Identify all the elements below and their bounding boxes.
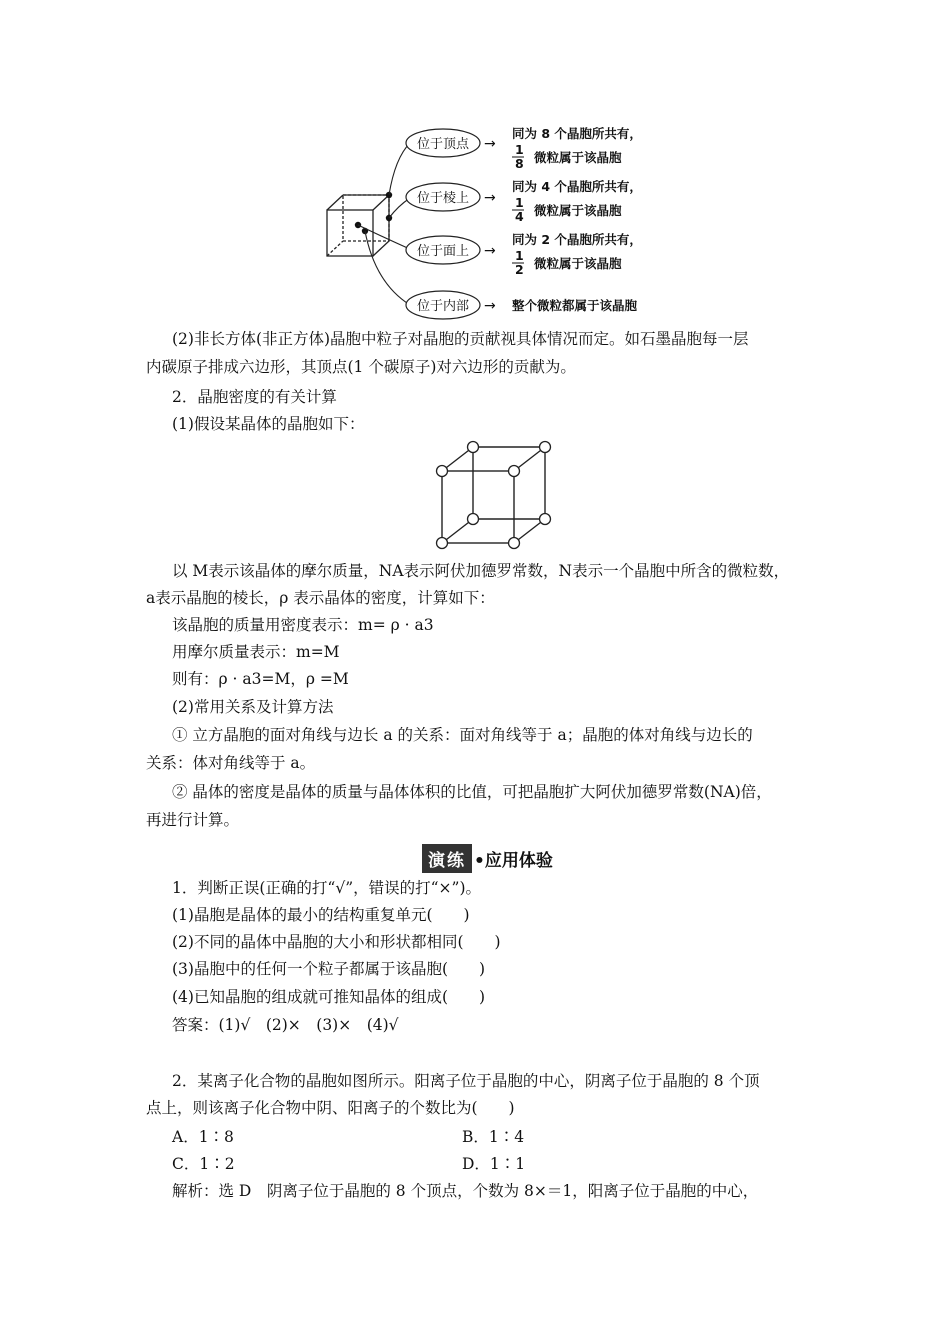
formula-line: 用摩尔质量表示：m=M (172, 643, 340, 661)
practice-banner (422, 845, 553, 871)
paragraph-line: a表示晶胞的棱长，ρ 表示晶体的密度，计算如下： (146, 589, 495, 607)
position-label: 位于面上 (416, 244, 470, 259)
fraction-num: 1 (515, 142, 524, 157)
corner-particle (540, 514, 551, 525)
fraction-den: 8 (515, 156, 524, 171)
desc-line: 同为 4 个晶胞所共有， (512, 179, 642, 194)
question-stem: 2．某离子化合物的晶胞如图所示。阳离子位于晶胞的中心，阴离子位于晶胞的 8 个顶 (172, 1072, 760, 1090)
corner-particle (437, 538, 448, 549)
desc-line: 微粒属于该晶胞 (534, 203, 622, 218)
desc-line: 同为 8 个晶胞所共有， (512, 126, 642, 141)
paragraph-line: 以 M表示该晶体的摩尔质量，NA表示阿伏加德罗常数，N表示一个晶胞中所含的微粒数， (172, 562, 790, 580)
arrow: → (484, 136, 496, 152)
arrow: → (484, 190, 496, 206)
formula-line: 该晶胞的质量用密度表示：m= ρ · a3 (172, 616, 434, 634)
corner-particle (468, 514, 479, 525)
desc-line: 微粒属于该晶胞 (534, 256, 622, 271)
question-stem: 点上，则该离子化合物中阴、阳离子的个数比为( ) (146, 1099, 515, 1117)
corner-particle (437, 466, 448, 477)
option-c: C．1∶2 (172, 1155, 235, 1173)
option-d: D．1∶1 (462, 1155, 526, 1173)
paragraph-line: 再进行计算。 (146, 811, 240, 829)
question-item: (3)晶胞中的任何一个粒子都属于该晶胞( ) (172, 960, 486, 978)
corner-particle (509, 466, 520, 477)
fraction-den: 2 (515, 262, 524, 277)
analysis-line: 解析：选 D 阴离子位于晶胞的 8 个顶点，个数为 8×＝1，阳离子位于晶胞的中心， (172, 1182, 759, 1200)
arrow: → (484, 243, 496, 259)
arrow: → (484, 298, 496, 314)
question-item: (4)已知晶胞的组成就可推知晶体的组成( ) (172, 988, 486, 1006)
subsection-heading: (2)常用关系及计算方法 (172, 698, 334, 716)
paragraph-line: ① 立方晶胞的面对角线与边长 a 的关系：面对角线等于 a；晶胞的体对角线与边长的 (172, 726, 753, 744)
paragraph-line: (2)非长方体(非正方体)晶胞中粒子对晶胞的贡献视具体情况而定。如石墨晶胞每一层 (172, 330, 749, 348)
position-label: 位于棱上 (416, 191, 470, 206)
paragraph-line: ② 晶体的密度是晶体的质量与晶体体积的比值，可把晶胞扩大阿伏加德罗常数(NA)倍， (172, 783, 772, 801)
unit-cell-cube-diagram (430, 438, 560, 556)
banner-box: 演练 (422, 844, 472, 873)
fraction-den: 4 (515, 209, 524, 224)
unit-cell-position-diagram (300, 118, 680, 323)
position-label: 位于顶点 (416, 137, 470, 152)
option-b: B．1∶4 (462, 1128, 525, 1146)
banner-text: •应用体验 (474, 850, 553, 871)
paragraph-line: 关系：体对角线等于 a。 (146, 754, 316, 772)
answer-line: 答案：(1)√ (2)× (3)× (4)√ (172, 1016, 399, 1034)
question-item: (2)不同的晶体中晶胞的大小和形状都相同( ) (172, 933, 501, 951)
corner-particle (540, 442, 551, 453)
fraction-num: 1 (515, 195, 524, 210)
desc-line: 微粒属于该晶胞 (534, 150, 622, 165)
desc-line: 同为 2 个晶胞所共有， (512, 232, 642, 247)
corner-particle (468, 442, 479, 453)
corner-particle (509, 538, 520, 549)
fraction-num: 1 (515, 248, 524, 263)
question-item: (1)晶胞是晶体的最小的结构重复单元( ) (172, 906, 470, 924)
section-heading: 2．晶胞密度的有关计算 (172, 388, 337, 406)
desc-line: 整个微粒都属于该晶胞 (512, 298, 638, 313)
subsection-heading: (1)假设某晶体的晶胞如下： (172, 415, 365, 433)
question-stem: 1．判断正误(正确的打“√”，错误的打“×”)。 (172, 879, 482, 897)
position-label: 位于内部 (416, 299, 470, 314)
formula-line: 则有：ρ · a3=M，ρ =M (172, 670, 349, 688)
paragraph-line: 内碳原子排成六边形，其顶点(1 个碳原子)对六边形的贡献为。 (146, 358, 576, 376)
option-a: A．1∶8 (172, 1128, 234, 1146)
